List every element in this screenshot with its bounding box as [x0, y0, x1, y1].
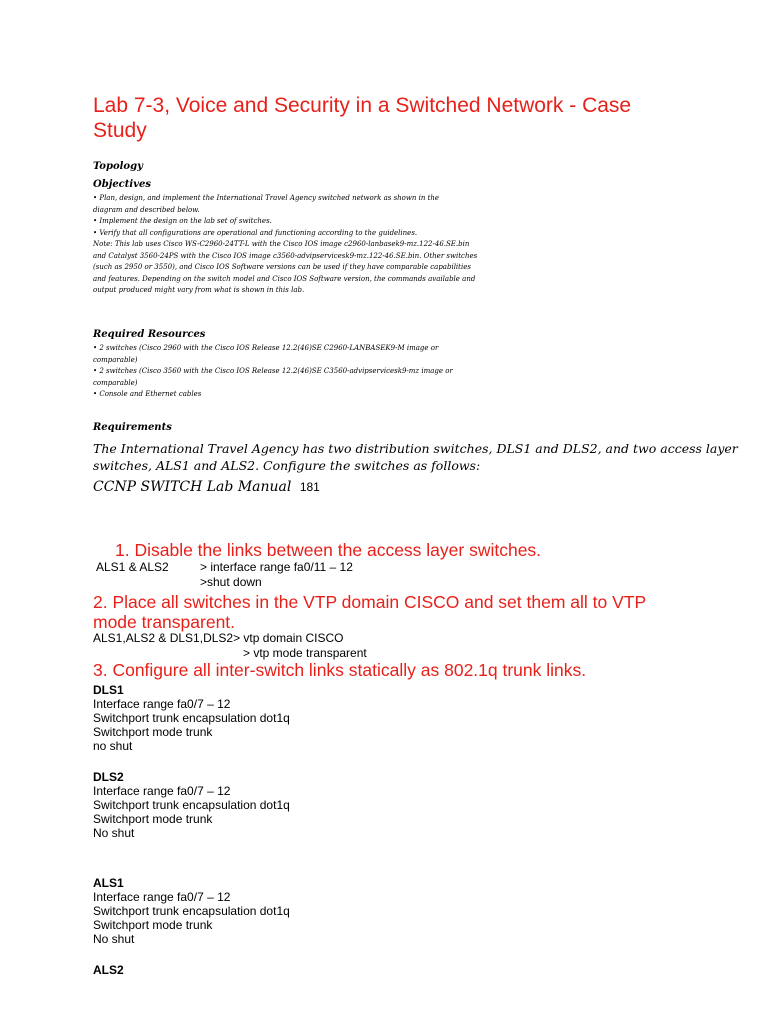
required-resources-text: • 2 switches (Cisco 2960 with the Cisco IOS Release 12.2(46)SE C2960-LANBASEK9-M image or comparable) • 2 switches (Cisco 3560 with the Cisco IOS Release 12.2(46)SE C3560-advipservicesk9-mz image or comparable) • Console and Ethernet cables: [93, 344, 453, 398]
page-title: Lab 7-3, Voice and Security in a Switched Network - Case Study: [93, 94, 632, 142]
config-line: Switchport mode trunk: [93, 918, 213, 932]
config-line: Interface range fa0/7 – 12: [93, 890, 231, 904]
config-line: Switchport trunk encapsulation dot1q: [93, 904, 290, 918]
objectives-text: • Plan, design, and implement the International Travel Agency switched network as shown in the diagram and described below. • Implement the design on the lab set of switches. • Verify that all configurations are operational and functioning according to the guidelines. Note: This lab uses Cisco WS-C2960-24TT-L with the Cisco IOS image c2960-lanbasek9-mz.122-46.SE.bin and Catalyst 3560-24PS with the Cisco IOS image c3560-advipservicesk9-mz.122-46.SE.bin. Other switches (such as 2950 or 3550), and Cisco IOS Software versions can be used if they have comparable capabilities and features. Depending on the switch model and Cisco IOS Software version, the commands available and output produced might vary from what is shown in this lab.: [93, 194, 478, 294]
config-line: Switchport trunk encapsulation dot1q: [93, 711, 290, 725]
config-line: Interface range fa0/7 – 12: [93, 784, 231, 798]
config-block-dls2: [93, 770, 290, 840]
manual-label: CCNP SWITCH Lab Manual: [93, 479, 292, 495]
step-1-cmd-interface: > interface range fa0/11 – 12: [200, 560, 353, 574]
topology-heading: Topology: [93, 161, 143, 172]
device-label-als2: ALS2: [93, 963, 124, 977]
manual-page-number: 181: [299, 480, 320, 494]
step-1-heading: 1. Disable the links between the access layer switches.: [115, 540, 542, 560]
requirements-text: The International Travel Agency has two distribution switches, DLS1 and DLS2, and two access layer switches, ALS1 and ALS2. Configure the switches as follows:: [93, 441, 738, 473]
config-line: no shut: [93, 739, 133, 753]
config-line: Interface range fa0/7 – 12: [93, 697, 231, 711]
config-block-dls1: [93, 683, 290, 753]
step-3-heading: 3. Configure all inter-switch links statically as 802.1q trunk links.: [93, 660, 587, 680]
config-block-als1: [93, 876, 290, 946]
device-label: ALS1: [93, 876, 124, 890]
config-line: Switchport mode trunk: [93, 812, 213, 826]
required-resources-heading: Required Resources: [93, 329, 206, 340]
step-1-cmd-device: ALS1 & ALS2: [96, 560, 169, 574]
objectives-heading: Objectives: [93, 179, 151, 190]
device-label: DLS1: [93, 683, 124, 697]
requirements-heading: Requirements: [93, 422, 172, 433]
config-line: Switchport mode trunk: [93, 725, 213, 739]
manual-footer: [93, 478, 320, 496]
config-line: No shut: [93, 932, 135, 946]
config-line: Switchport trunk encapsulation dot1q: [93, 798, 290, 812]
config-line: No shut: [93, 826, 135, 840]
step-2-heading: 2. Place all switches in the VTP domain CISCO and set them all to VTP mode transparent.: [93, 592, 647, 632]
device-label: DLS2: [93, 770, 124, 784]
step-2-cmd-mode: > vtp mode transparent: [243, 646, 367, 660]
step-1-cmd-shutdown: >shut down: [200, 575, 262, 589]
step-2-cmd-domain: ALS1,ALS2 & DLS1,DLS2> vtp domain CISCO: [93, 631, 344, 645]
